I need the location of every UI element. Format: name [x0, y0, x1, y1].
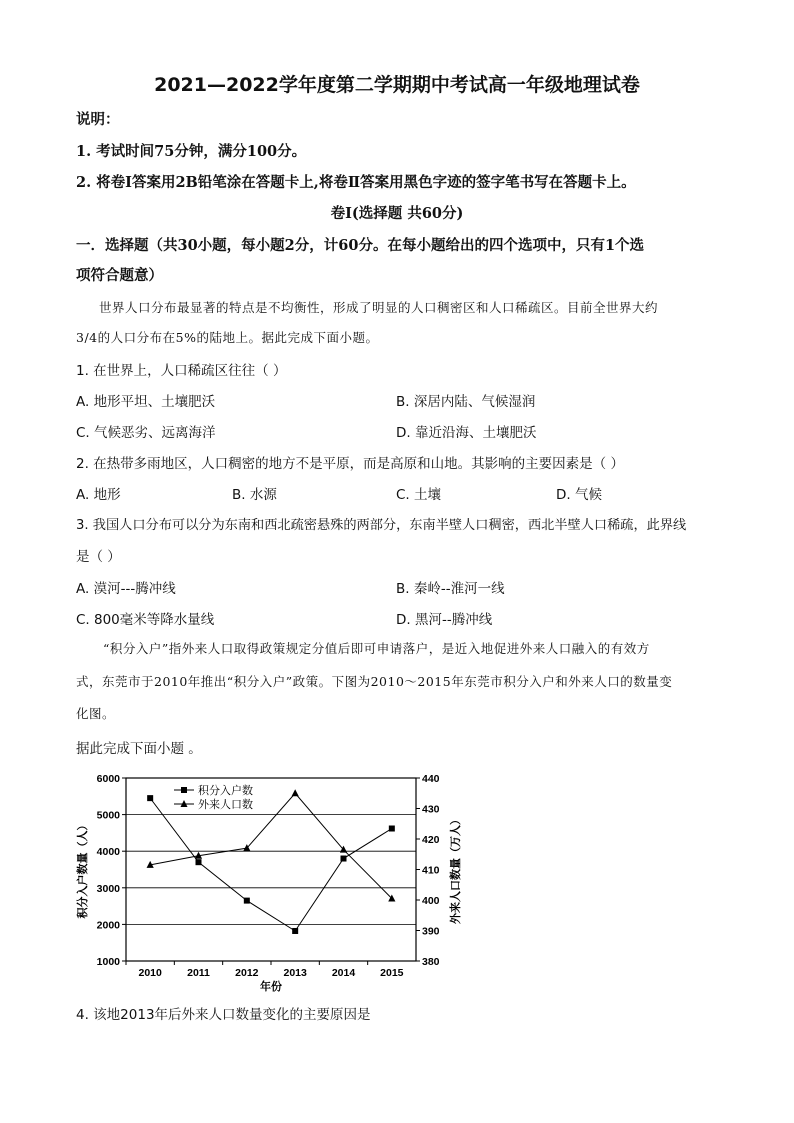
- right-axis-ticks: [416, 773, 440, 968]
- question-3-stem-line-2: 是（ ）: [76, 549, 121, 565]
- data-point-square: [341, 856, 347, 862]
- question-4-stem: 4. 该地2013年后外来人口数量变化的主要原因是: [76, 1007, 371, 1023]
- right-tick-label: 380: [422, 956, 440, 968]
- x-tick-label: 2011: [187, 967, 210, 979]
- question-2-option-c: C. 土壤: [396, 487, 442, 503]
- x-tick-label: 2010: [138, 967, 162, 979]
- data-point-square: [196, 859, 202, 865]
- right-tick-label: 440: [422, 773, 440, 785]
- series-markers: [147, 789, 396, 934]
- left-axis-ticks: [97, 773, 126, 968]
- instructions-heading: 说明：: [76, 111, 120, 128]
- x-axis-label: 年份: [260, 981, 282, 993]
- question-2-option-b: B. 水源: [232, 487, 277, 503]
- question-3-stem-line-1: 3. 我国人口分布可以分为东南和西北疏密悬殊的两部分，东南半壁人口稠密，西北半壁人口稀疏，此界线: [76, 518, 687, 533]
- plot-area: [126, 778, 416, 961]
- right-tick-label: 400: [422, 895, 440, 907]
- data-point-square: [389, 826, 395, 832]
- instruction-item-2: 2. 将卷Ⅰ答案用2B铅笔涂在答题卡上,将卷Ⅱ答案用黑色字迹的签字笔书写在答题卡上。: [76, 174, 636, 191]
- left-tick-label: 5000: [96, 809, 120, 822]
- instruction-item-1: 1. 考试时间75分钟，满分100分。: [76, 143, 307, 160]
- left-tick-label: 4000: [96, 846, 120, 859]
- data-point-square: [292, 928, 298, 934]
- series-line-square: [150, 798, 392, 931]
- right-tick-label: 390: [422, 925, 440, 938]
- passage-2-line-2: 式，东莞市于2010年推出“积分入户”政策。下图为2010～2015年东莞市积分入户和外来人口的数量变: [76, 674, 673, 689]
- data-point-square: [244, 898, 250, 904]
- passage-2-prompt: 据此完成下面小题 。: [76, 741, 202, 757]
- left-tick-label: 1000: [96, 956, 120, 968]
- question-2-option-a: A. 地形: [76, 487, 121, 503]
- part-heading-line-1: 一．选择题（共30小题，每小题2分，计60分。在每小题给出的四个选项中，只有1个选: [76, 237, 645, 254]
- x-tick-label: 2015: [380, 967, 404, 979]
- question-2-stem: 2. 在热带多雨地区，人口稠密的地方不是平原，而是高原和山地。其影响的主要因素是（ ）: [76, 456, 624, 472]
- passage-2-line-1: “积分入户”指外来人口取得政策规定分值后即可申请落户，是近入地促进外来人口融入的有效方: [103, 641, 650, 656]
- question-1-stem: 1. 在世界上，人口稀疏区往往（ ）: [76, 363, 287, 379]
- section-title: 卷Ⅰ(选择题 共60分): [330, 205, 464, 222]
- left-tick-label: 2000: [96, 919, 120, 932]
- passage-1-line-1: 世界人口分布最显著的特点是不均衡性，形成了明显的人口稠密区和人口稀疏区。目前全世界大约: [99, 300, 659, 315]
- legend-label-2: 外来人口数: [198, 799, 253, 811]
- passage-2-line-3: 化图。: [76, 706, 116, 721]
- left-axis-label: 积分入户数量（人）: [77, 819, 89, 919]
- x-tick-label: 2014: [331, 967, 356, 979]
- question-1-option-b: B. 深居内陆、气候湿润: [396, 394, 536, 410]
- right-tick-label: 420: [422, 834, 440, 846]
- legend-square-marker: [181, 787, 187, 793]
- question-1-option-a: A. 地形平坦、土壤肥沃: [76, 394, 216, 410]
- data-point-square: [147, 795, 153, 801]
- question-1-option-c: C. 气候恶劣、远离海洋: [76, 425, 216, 441]
- population-chart: [76, 768, 462, 996]
- data-point-triangle: [292, 789, 299, 796]
- left-tick-label: 6000: [96, 773, 120, 785]
- right-axis-label: 外来人口数量（万人）: [450, 814, 462, 924]
- legend: [174, 783, 253, 811]
- series-lines: [150, 793, 392, 931]
- gridlines: [126, 815, 416, 925]
- question-3-option-d: D. 黑河--腾冲线: [396, 612, 493, 628]
- question-1-option-d: D. 靠近沿海、土壤肥沃: [396, 425, 537, 441]
- x-axis-ticks: [126, 961, 404, 979]
- x-tick-label: 2013: [283, 967, 307, 979]
- exam-title: 2021—2022学年度第二学期期中考试高一年级地理试卷: [154, 74, 640, 96]
- question-2-option-d: D. 气候: [556, 487, 602, 503]
- question-3-option-a: A. 漠河---腾冲线: [76, 581, 176, 597]
- passage-1-line-2: 3/4的人口分布在5%的陆地上。据此完成下面小题。: [76, 330, 379, 345]
- part-heading-line-2: 项符合题意）: [76, 267, 163, 284]
- left-tick-label: 3000: [96, 882, 120, 895]
- legend-label-1: 积分入户数: [198, 785, 253, 797]
- question-3-option-b: B. 秦岭--淮河一线: [396, 581, 505, 597]
- question-3-option-c: C. 800毫米等降水量线: [76, 612, 215, 628]
- right-tick-label: 430: [422, 803, 440, 816]
- x-tick-label: 2012: [235, 967, 259, 979]
- right-tick-label: 410: [422, 864, 440, 877]
